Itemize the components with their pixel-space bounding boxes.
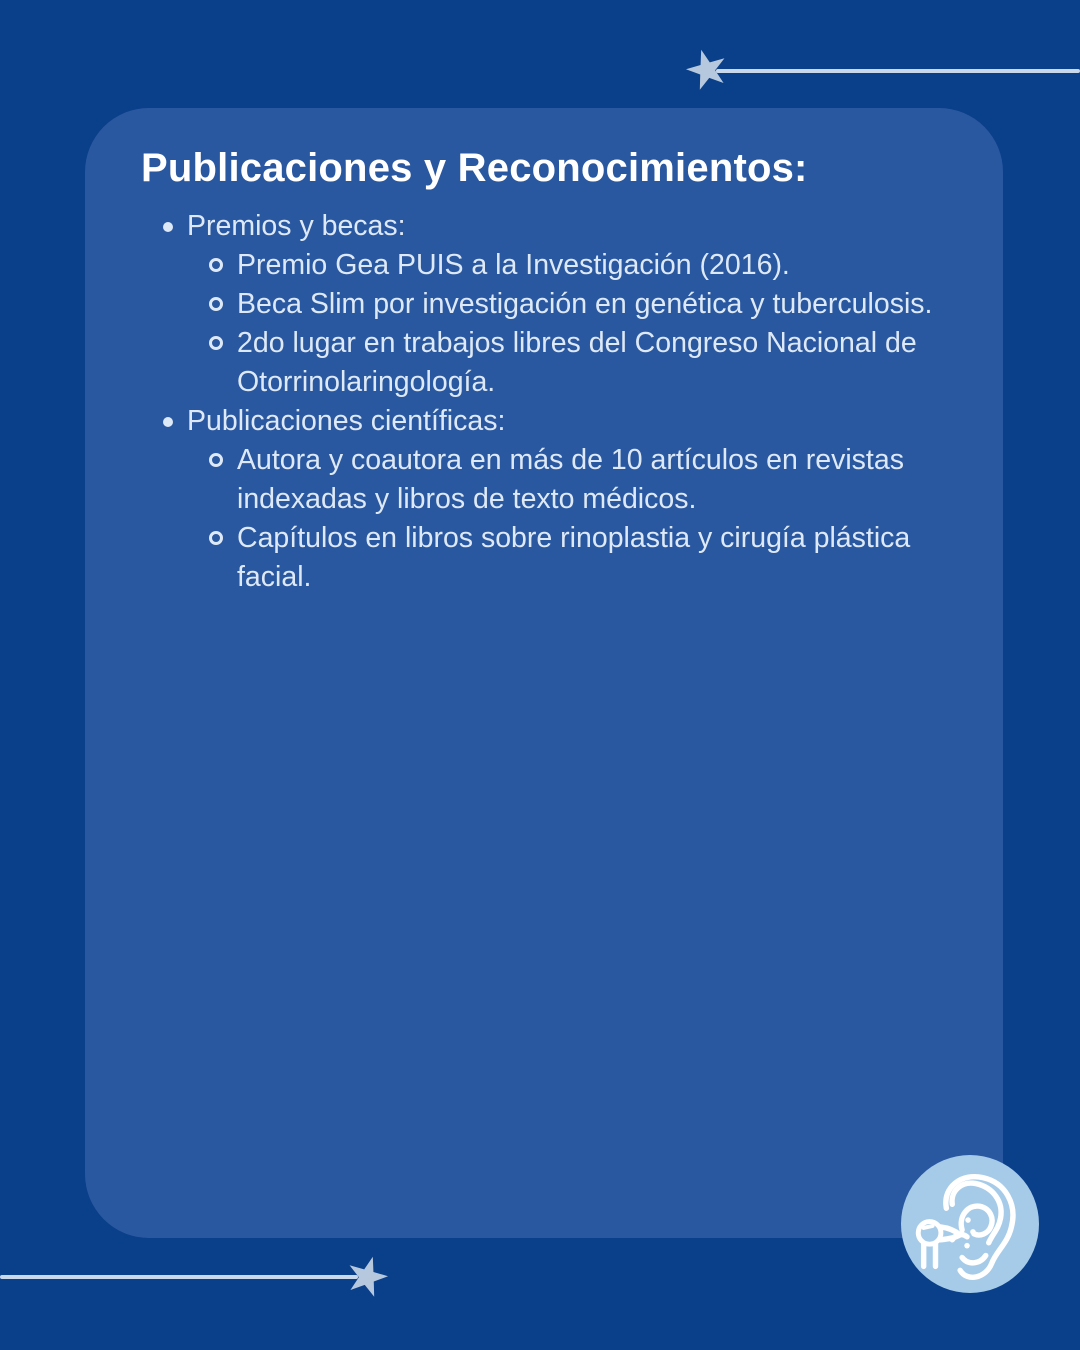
list-item (141, 519, 947, 597)
list-item (141, 285, 947, 324)
divider-line (0, 1275, 358, 1279)
ear-badge (901, 1155, 1039, 1293)
bullet-circle-icon (209, 453, 223, 467)
bullet-circle-icon (209, 258, 223, 272)
list-item-text: Premio Gea PUIS a la Investigación (2016). (237, 248, 790, 281)
list-item (141, 246, 947, 285)
list-item (141, 441, 947, 519)
page-title: Publicaciones y Reconocimientos: (141, 146, 808, 190)
bullet-dot-icon (163, 222, 173, 232)
bullet-circle-icon (209, 297, 223, 311)
ear-hearing-icon (901, 1155, 1039, 1293)
list-item-text: Autora y coautora en más de 10 artículos en revistas indexadas y libros de texto médicos. (237, 443, 904, 515)
divider-line (716, 69, 1080, 73)
bullet-dot-icon (163, 417, 173, 427)
bullet-circle-icon (209, 531, 223, 545)
list-item-text: 2do lugar en trabajos libres del Congreso Nacional de Otorrinolaringología. (237, 326, 917, 398)
list-item-text: Capítulos en libros sobre rinoplastia y cirugía plástica facial. (237, 521, 911, 593)
list-item-text: Beca Slim por investigación en genética y tuberculosis. (237, 287, 933, 320)
bullet-circle-icon (209, 336, 223, 350)
publications-list (141, 207, 947, 597)
section-heading (141, 207, 947, 246)
section-heading (141, 402, 947, 441)
section-label: Publicaciones científicas: (187, 404, 506, 437)
list-item (141, 324, 947, 402)
star-icon (339, 1249, 396, 1306)
section-label: Premios y becas: (187, 209, 406, 242)
content-card (85, 108, 1003, 1238)
